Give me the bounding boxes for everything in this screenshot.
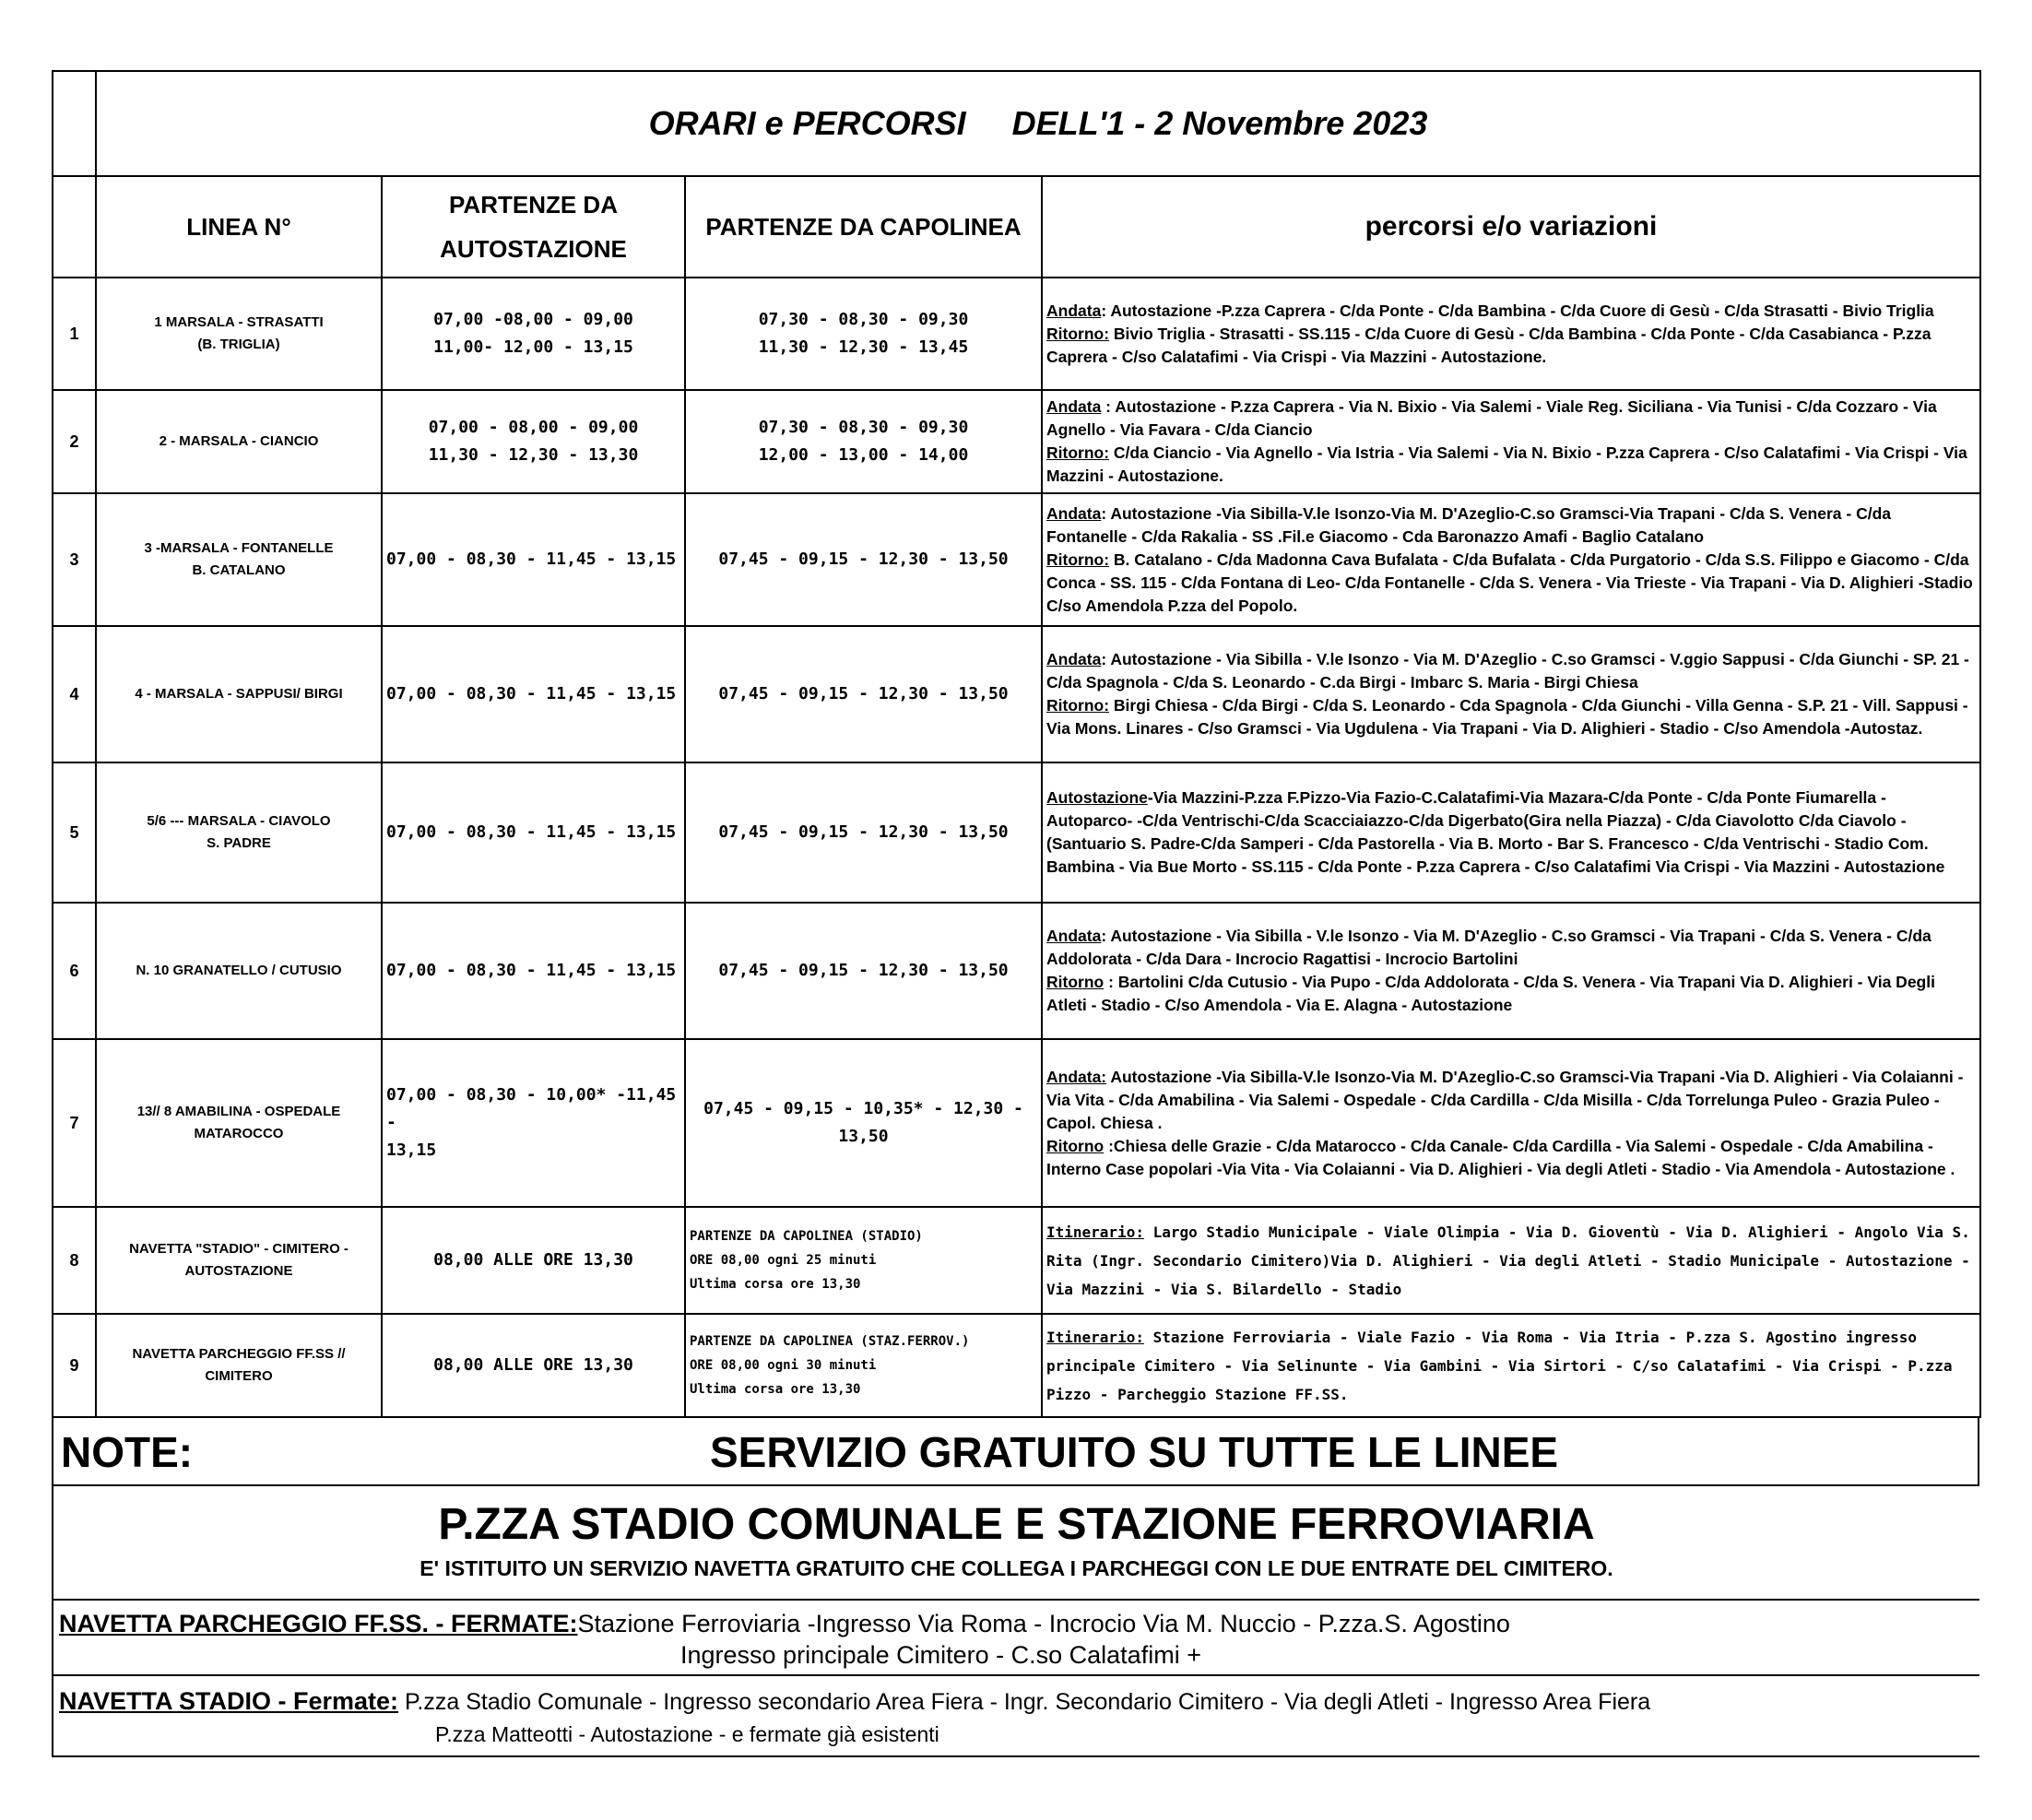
capolinea-cell [685, 278, 1042, 390]
capolinea-line: PARTENZE DA CAPOLINEA (STAZ.FERROV.) [690, 1334, 970, 1349]
capolinea-cell [685, 1207, 1042, 1314]
andata-label: Andata [1046, 650, 1102, 668]
andata-text: Largo Stadio Municipale - Viale Olimpia - Via D. Gioventù - Via D. Alighieri - Angolo Via S. Rita (Ingr. Secondario Cimitero)Via D. Alighieri - Via degli Atleti - Stadio Municipale - Autostazione - Via Mazzini - Via S. Bilardello - Stadio [1046, 1223, 1970, 1298]
linea-cell [96, 903, 382, 1039]
autostazione-times: 07,00 - 08,30 - 11,45 - 13,15 [386, 550, 677, 569]
ritorno-text: Birgi Chiesa - C/da Birgi - C/da S. Leonardo - Cda Spagnola - C/da Giunchi - Villa Genna - S.P. 21 - Vill. Sappusi - Via Mons. Linares - C/so Gramsci - Via Ugdulena - Via Trapani - Via D. Alighieri - Stadio - C/so Amendola -Autostaz. [1046, 696, 1968, 738]
route-row [53, 1207, 1980, 1314]
autostazione-cell [382, 493, 685, 626]
capolinea-times: 07,30 - 08,30 - 09,30 [758, 418, 969, 437]
row-number: 3 [53, 493, 96, 626]
navetta-ffss-stops: Stazione Ferroviaria -Ingresso Via Roma - Incrocio Via M. Nuccio - P.zza.S. Agostino [577, 1610, 1510, 1637]
linea-name: NAVETTA "STADIO" - CIMITERO - [129, 1241, 349, 1257]
capolinea-line: PARTENZE DA CAPOLINEA (STADIO) [690, 1229, 923, 1244]
ritorno-label: Ritorno [1046, 1136, 1105, 1155]
capolinea-times: 07,45 - 09,15 - 12,30 - 13,50 [718, 684, 1009, 703]
linea-name-sub: MATAROCCO [194, 1126, 284, 1141]
autostazione-cell [382, 762, 685, 903]
capolinea-times: 11,30 - 12,30 - 13,45 [758, 337, 969, 357]
route-row [53, 493, 1980, 626]
header-num-cell [53, 176, 96, 278]
linea-name-sub: (B. TRIGLIA) [197, 337, 280, 352]
andata-label: Andata [1046, 301, 1102, 320]
capolinea-times: 07,45 - 09,15 - 10,35* - 12,30 - [703, 1099, 1023, 1118]
linea-name: N. 10 GRANATELLO / CUTUSIO [136, 963, 342, 978]
schedule-sheet [52, 70, 1979, 1757]
andata-label: Andata: [1046, 1067, 1107, 1086]
andata-label: Andata [1046, 503, 1102, 523]
route-cell [1042, 903, 1980, 1039]
ritorno-label: Ritorno: [1046, 696, 1110, 715]
route-row [53, 903, 1980, 1039]
andata-label: Andata [1046, 397, 1102, 416]
header-row [53, 176, 1980, 278]
route-cell [1042, 1207, 1980, 1314]
linea-name: 4 - MARSALA - SAPPUSI/ BIRGI [135, 686, 343, 702]
linea-name: 2 - MARSALA - CIANCIO [159, 433, 319, 449]
row-number: 2 [53, 390, 96, 493]
header-linea: LINEA N° [96, 176, 382, 278]
autostazione-times: 11,30 - 12,30 - 13,30 [428, 445, 639, 465]
route-cell [1042, 390, 1980, 493]
ritorno-text: Bivio Triglia - Strasatti - SS.115 - C/da Cuore di Gesù - C/da Bambina - C/da Ponte - C/da Casabianca - P.zza Caprera - C/so Calatafimi - Via Crispi - Via Mazzini - Autostazione. [1046, 324, 1932, 366]
autostazione-times: 07,00 - 08,00 - 09,00 [428, 418, 639, 437]
ritorno-text: C/da Ciancio - Via Agnello - Via Istria - Via Salemi - Via N. Bixio - P.zza Caprera - C/so Calatafimi - Via Crispi - Via Mazzini - Autostazione. [1046, 443, 1967, 485]
autostazione-cell [382, 278, 685, 390]
autostazione-times: 07,00 - 08,30 - 11,45 - 13,15 [386, 961, 677, 980]
navetta-stadio-stops: P.zza Stadio Comunale - Ingresso secondario Area Fiera - Ingr. Secondario Cimitero - Via degli Atleti - Ingresso Area Fiera [398, 1689, 1651, 1715]
ritorno-label: Ritorno [1046, 973, 1105, 991]
row-number: 7 [53, 1039, 96, 1207]
title-part1: ORARI e PERCORSI [648, 104, 966, 142]
schedule-table [52, 70, 1981, 1418]
navetta-stadio-section [52, 1674, 1979, 1757]
autostazione-times: 11,00- 12,00 - 13,15 [433, 337, 633, 357]
row-number: 9 [53, 1314, 96, 1417]
andata-text: Autostazione -Via Sibilla-V.le Isonzo-Via M. D'Azeglio-C.so Gramsci-Via Trapani -Via D. Alighieri - Via Colaianni - Via Vita - C/da Amabilina - Via Salemi - Ospedale - C/da Cardilla - C/da Misilla - C/da Torrelunga Puleo - Grazia Puleo - Capol. Chiesa . [1046, 1067, 1964, 1132]
autostazione-times: 08,00 ALLE ORE 13,30 [433, 1250, 633, 1270]
capolinea-cell [685, 1039, 1042, 1207]
stadio-section [52, 1486, 1979, 1599]
ritorno-text: B. Catalano - C/da Madonna Cava Bufalata - C/da Bufalata - C/da Purgatorio - C/da S.S. Filippo e Giacomo - C/da Conca - SS. 115 - C/da Fontana di Leo- C/da Fontanelle - C/da S. Venera - Via Trieste - Via Trapani - Via D. Alighieri -Stadio C/so Amendola P.zza del Popolo. [1046, 550, 1973, 615]
linea-cell [96, 278, 382, 390]
notes-box [52, 1418, 1979, 1486]
capolinea-cell [685, 1314, 1042, 1417]
navetta-ffss-line1 [59, 1610, 1510, 1638]
capolinea-line: ORE 08,00 ogni 30 minuti [690, 1358, 877, 1373]
andata-text: : Autostazione - Via Sibilla - V.le Isonzo - Via M. D'Azeglio - C.so Gramsci - Via Trapani - C/da S. Venera - C/da Addolorata - C/da Dara - Incrocio Ragattisi - Incrocio Bartolini [1046, 927, 1932, 968]
andata-text: : Autostazione - Via Sibilla - V.le Isonzo - Via M. D'Azeglio - C.so Gramsci - V.ggio Sappusi - C/da Giunchi - SP. 21 - C/da Spagnola - C/da S. Leonardo - C.da Birgi - Imbarc S. Maria - Birgi Chiesa [1046, 650, 1969, 691]
autostazione-cell [382, 1207, 685, 1314]
andata-label: Autostazione [1046, 788, 1148, 807]
route-cell [1042, 1314, 1980, 1417]
linea-cell [96, 1207, 382, 1314]
row-number: 6 [53, 903, 96, 1039]
navetta-stadio-label: NAVETTA STADIO - Fermate: [59, 1687, 399, 1715]
row-number: 8 [53, 1207, 96, 1314]
ritorno-label: Ritorno: [1046, 550, 1110, 569]
capolinea-cell [685, 903, 1042, 1039]
route-cell [1042, 1039, 1980, 1207]
linea-name: 3 -MARSALA - FONTANELLE [144, 540, 334, 556]
route-row [53, 1314, 1980, 1417]
navetta-ffss-line2: Ingresso principale Cimitero - C.so Calatafimi + [680, 1641, 1201, 1669]
capolinea-times: 13,50 [838, 1127, 889, 1146]
capolinea-times: 07,30 - 08,30 - 09,30 [758, 310, 969, 329]
page-title [96, 71, 1980, 176]
andata-label: Itinerario: [1046, 1328, 1144, 1346]
andata-text: : Autostazione -P.zza Caprera - C/da Ponte - C/da Bambina - C/da Cuore di Gesù - C/da Strasatti - Bivio Triglia [1101, 301, 1934, 320]
header-percorsi: percorsi e/o variazioni [1042, 176, 1980, 278]
route-row [53, 626, 1980, 762]
linea-cell [96, 1039, 382, 1207]
linea-name-sub: B. CATALANO [192, 562, 286, 578]
route-row [53, 1039, 1980, 1207]
linea-cell [96, 626, 382, 762]
linea-name: 1 MARSALA - STRASATTI [154, 314, 324, 330]
autostazione-times: 07,00 -08,00 - 09,00 [433, 310, 633, 329]
capolinea-line: ORE 08,00 ogni 25 minuti [690, 1253, 877, 1268]
row-number: 5 [53, 762, 96, 903]
autostazione-cell [382, 1039, 685, 1207]
capolinea-times: 12,00 - 13,00 - 14,00 [758, 445, 969, 465]
notes-label: NOTE: [61, 1428, 194, 1476]
linea-name-sub: S. PADRE [207, 835, 271, 851]
linea-name: 13// 8 AMABILINA - OSPEDALE [136, 1104, 341, 1119]
header-autostazione-l1: PARTENZE DA [449, 191, 618, 219]
autostazione-cell [382, 390, 685, 493]
linea-name-sub: CIMITERO [205, 1368, 273, 1384]
capolinea-cell [685, 626, 1042, 762]
andata-label: Andata [1046, 927, 1102, 945]
capolinea-line: Ultima corsa ore 13,30 [690, 1277, 861, 1292]
linea-name-sub: AUTOSTAZIONE [184, 1263, 293, 1279]
navetta-stadio-line2: P.zza Matteotti - Autostazione - e fermate già esistenti [435, 1722, 939, 1746]
title-row [53, 71, 1980, 176]
linea-cell [96, 762, 382, 903]
route-row [53, 390, 1980, 493]
ritorno-label: Ritorno: [1046, 443, 1110, 462]
linea-name: NAVETTA PARCHEGGIO FF.SS // [132, 1346, 346, 1362]
autostazione-cell [382, 1314, 685, 1417]
capolinea-cell [685, 762, 1042, 903]
capolinea-cell [685, 493, 1042, 626]
andata-text: : Autostazione - P.zza Caprera - Via N. Bixio - Via Salemi - Viale Reg. Siciliana - Via Tunisi - C/da Cozzaro - Via Agnello - Via Favara - C/da Ciancio [1046, 397, 1937, 439]
corner-cell [53, 71, 96, 176]
autostazione-times: 07,00 - 08,30 - 11,45 - 13,15 [386, 684, 677, 703]
autostazione-times: 13,15 [386, 1140, 437, 1160]
title-part2: DELL'1 - 2 Novembre 2023 [1011, 104, 1428, 142]
row-number: 4 [53, 626, 96, 762]
route-row [53, 278, 1980, 390]
route-cell [1042, 626, 1980, 762]
route-cell [1042, 278, 1980, 390]
navetta-ffss-label: NAVETTA PARCHEGGIO FF.SS. - FERMATE: [59, 1610, 578, 1637]
header-capolinea: PARTENZE DA CAPOLINEA [685, 176, 1042, 278]
route-cell [1042, 762, 1980, 903]
capolinea-times: 07,45 - 09,15 - 12,30 - 13,50 [718, 961, 1009, 980]
capolinea-times: 07,45 - 09,15 - 12,30 - 13,50 [718, 822, 1009, 842]
andata-text: -Via Mazzini-P.zza F.Pizzo-Via Fazio-C.Calatafimi-Via Mazara-C/da Ponte - C/da Ponte Fiumarella - Autoparco- -C/da Ventrischi-C/da Scacciaiazzo-C/da Digerbato(Gira nella Piazza) - C/da Ciavolotto C/da Ciavolo - (Santuario S. Padre-C/da Samperi - C/da Pastorella - Via B. Morto - Bar S. Francesco - C/da Ventrischi - Stadio Com. Bambina - Via Bue Morto - SS.115 - C/da Ponte - P.zza Caprera - C/so Calatafimi Via Crispi - Via Mazzini - Autostazione [1046, 788, 1945, 876]
notes-message: SERVIZIO GRATUITO SU TUTTE LE LINEE [710, 1428, 1559, 1476]
route-cell [1042, 493, 1980, 626]
andata-text: Stazione Ferroviaria - Viale Fazio - Via Roma - Via Itria - P.zza S. Agostino ingresso principale Cimitero - Via Selinunte - Via Gambini - Via Sirtori - C/so Calatafimi - Via Crispi - P.zza Pizzo - Parcheggio Stazione FF.SS. [1046, 1328, 1953, 1403]
header-autostazione [382, 176, 685, 278]
ritorno-label: Ritorno: [1046, 324, 1110, 343]
linea-name: 5/6 --- MARSALA - CIAVOLO [147, 813, 331, 829]
schedule-rows [53, 278, 1980, 1417]
autostazione-times: 07,00 - 08,30 - 10,00* -11,45 - [386, 1085, 677, 1132]
stadio-subtitle: E' ISTITUITO UN SERVIZIO NAVETTA GRATUITO CHE COLLEGA I PARCHEGGI CON LE DUE ENTRATE DEL CIMITERO. [419, 1556, 1613, 1580]
andata-text: : Autostazione -Via Sibilla-V.le Isonzo-Via M. D'Azeglio-C.so Gramsci-Via Trapani - C/da S. Venera - C/da Fontanelle - C/da Rakalia - SS .Fil.e Giacomo - Cda Baronazzo Amafi - Baglio Catalano [1046, 503, 1892, 546]
navetta-ffss-section [52, 1599, 1979, 1674]
row-number: 1 [53, 278, 96, 390]
ritorno-text: :Chiesa delle Grazie - C/da Matarocco - C/da Canale- C/da Cardilla - Via Salemi - Ospedale - C/da Amabilina - Interno Case popolari -Via Vita - Via Colaianni - Via D. Alighieri - Via degli Atleti - Stadio - Via Amendola - Autostazione . [1046, 1136, 1955, 1178]
capolinea-times: 07,45 - 09,15 - 12,30 - 13,50 [718, 550, 1009, 569]
andata-label: Itinerario: [1046, 1223, 1144, 1241]
navetta-stadio-line1 [59, 1687, 1650, 1716]
stadio-title: P.ZZA STADIO COMUNALE E STAZIONE FERROVIARIA [438, 1500, 1595, 1549]
header-autostazione-l2: AUTOSTAZIONE [440, 235, 627, 263]
autostazione-times: 08,00 ALLE ORE 13,30 [433, 1355, 633, 1375]
linea-cell [96, 390, 382, 493]
autostazione-times: 07,00 - 08,30 - 11,45 - 13,15 [386, 822, 677, 842]
capolinea-cell [685, 390, 1042, 493]
ritorno-text: : Bartolini C/da Cutusio - Via Pupo - C/da Addolorata - C/da S. Venera - Via Trapani Via D. Alighieri - Via Degli Atleti - Stadio - C/so Amendola - Via E. Alagna - Autostazione [1046, 973, 1935, 1014]
autostazione-cell [382, 626, 685, 762]
capolinea-line: Ultima corsa ore 13,30 [690, 1382, 861, 1397]
route-row [53, 762, 1980, 903]
linea-cell [96, 1314, 382, 1417]
linea-cell [96, 493, 382, 626]
autostazione-cell [382, 903, 685, 1039]
